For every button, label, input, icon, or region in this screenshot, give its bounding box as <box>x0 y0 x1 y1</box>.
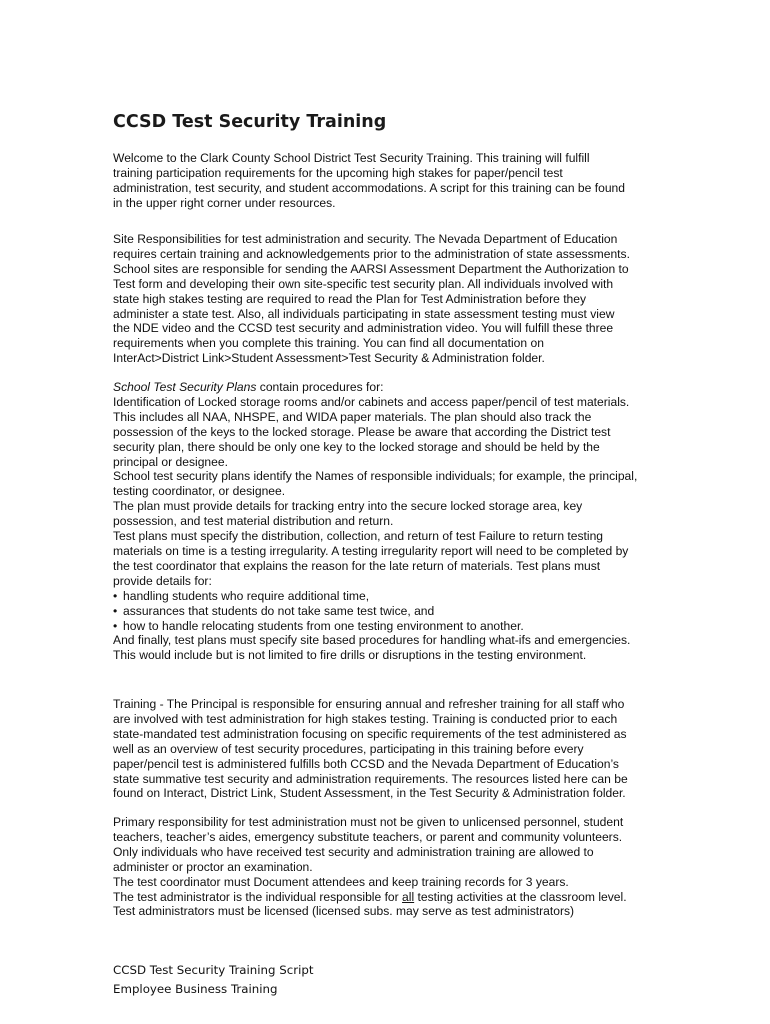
text-line: administer a state test. Also, all individuals participating in state assessment testing must view <box>113 306 615 321</box>
text-line: found on Interact, District Link, Student Assessment, in the Test Security & Administration folder. <box>113 786 626 801</box>
bullet-icon: • <box>113 588 118 603</box>
text-line: testing coordinator, or designee. <box>113 484 286 499</box>
text-line: Site Responsibilities for test administration and security. The Nevada Department of Education <box>113 232 618 246</box>
plans-heading-rest: contain procedures for: <box>256 380 384 394</box>
text-line: state-mandated test administration focusing on specific requirements of the test administered as <box>113 726 627 741</box>
text-line: This includes all NAA, NHSPE, and WIDA paper materials. The plan should also track the <box>113 409 592 424</box>
text-line: School sites are responsible for sending the AARSI Assessment Department the Authorization to <box>113 261 629 276</box>
administrator-text-post: testing activities at the classroom level. <box>414 889 627 904</box>
primary-responsibility-paragraph <box>113 815 673 919</box>
plans-heading <box>113 380 673 395</box>
administrator-text-pre: The test administrator is the individual responsible for <box>113 889 403 904</box>
text-line: are involved with test administration for high stakes testing. Training is conducted prior to each <box>113 711 618 726</box>
text-line: the NDE video and the CCSD test security and administration video. You will fulfill these three <box>113 321 614 336</box>
document-title: CCSD Test Security Training <box>113 112 387 132</box>
text-line: paper/pencil test is administered fulfills both CCSD and the Nevada Department of Education’s <box>113 756 619 771</box>
text-line: principal or designee. <box>113 454 228 469</box>
bullet-item <box>113 604 673 619</box>
text-line: School test security plans identify the Names of responsible individuals; for example, the principal, <box>113 469 638 484</box>
text-line: Training - The Principal is responsible for ensuring annual and refresher training for all staff who <box>113 697 625 711</box>
text-line: And finally, test plans must specify site based procedures for handling what-ifs and emergencies. <box>113 633 631 648</box>
text-line: security plan, there should be only one key to the locked storage and should be held by the <box>113 439 600 454</box>
text-line: state summative test security and administration requirements. The resources listed here can be <box>113 771 628 786</box>
text-line: training participation requirements for the upcoming high stakes for paper/pencil test <box>113 165 563 180</box>
text-line: The plan must provide details for tracking entry into the secure locked storage area, key <box>113 499 583 514</box>
footer-line-1: CCSD Test Security Training Script <box>113 963 314 977</box>
training-paragraph <box>113 697 673 801</box>
site-responsibilities-paragraph <box>113 232 673 366</box>
bullet-item <box>113 619 673 634</box>
text-line: Test plans must specify the distribution, collection, and return of test Failure to return testing <box>113 529 604 544</box>
text-line: possession, and test material distribution and return. <box>113 514 394 529</box>
text-line: This would include but is not limited to fire drills or disruptions in the testing environment. <box>113 648 587 663</box>
plans-heading-italic: School Test Security Plans <box>113 380 257 394</box>
intro-paragraph <box>113 151 673 211</box>
text-line: in the upper right corner under resources. <box>113 195 336 210</box>
text-line: state high stakes testing are required to read the Plan for Test Administration before they <box>113 291 587 306</box>
text-line: possession of the keys to the locked storage. Please be aware that according the District test <box>113 424 611 439</box>
text-line: InterAct>District Link>Student Assessment>Test Security & Administration folder. <box>113 351 545 366</box>
bullet-text: assurances that students do not take same test twice, and <box>123 603 435 618</box>
text-line: provide details for: <box>113 573 212 588</box>
page-footer <box>113 961 313 999</box>
text-line: Test administrators must be licensed (licensed subs. may serve as test administrators) <box>113 904 575 919</box>
text-line: well as an overview of test security procedures, participating in this training before every <box>113 741 584 756</box>
text-line: materials on time is a testing irregularity. A testing irregularity report will need to be completed by <box>113 543 629 558</box>
text-line: administer or proctor an examination. <box>113 859 313 874</box>
security-plans-section <box>113 380 673 663</box>
text-line: Only individuals who have received test security and administration training are allowed to <box>113 844 594 859</box>
text-line: Welcome to the Clark County School District Test Security Training. This training will fulfill <box>113 151 590 165</box>
underlined-all: all <box>402 889 415 904</box>
administrator-line <box>113 890 673 905</box>
text-line: administration, test security, and student accommodations. A script for this training can be found <box>113 180 626 195</box>
text-line: Test form and developing their own site-specific test security plan. All individuals involved with <box>113 276 614 291</box>
bullet-icon: • <box>113 618 118 633</box>
bullet-item <box>113 589 673 604</box>
text-line: teachers, teacher’s aides, emergency substitute teachers, or parent and community volunteers. <box>113 829 623 844</box>
text-line: requires certain training and acknowledgements prior to the administration of state assessments. <box>113 246 630 261</box>
footer-line-2: Employee Business Training <box>113 982 278 996</box>
bullet-text: handling students who require additional time, <box>123 588 370 603</box>
text-line: Primary responsibility for test administration must not be given to unlicensed personnel, student <box>113 815 624 829</box>
text-line: Identification of Locked storage rooms and/or cabinets and access paper/pencil of test materials. <box>113 394 630 409</box>
bullet-icon: • <box>113 603 118 618</box>
text-line: requirements when you complete this training. You can find all documentation on <box>113 336 544 351</box>
bullet-text: how to handle relocating students from one testing environment to another. <box>123 618 524 633</box>
text-line: The test coordinator must Document attendees and keep training records for 3 years. <box>113 874 569 889</box>
text-line: the test coordinator that explains the reason for the late return of materials. Test plans must <box>113 558 601 573</box>
